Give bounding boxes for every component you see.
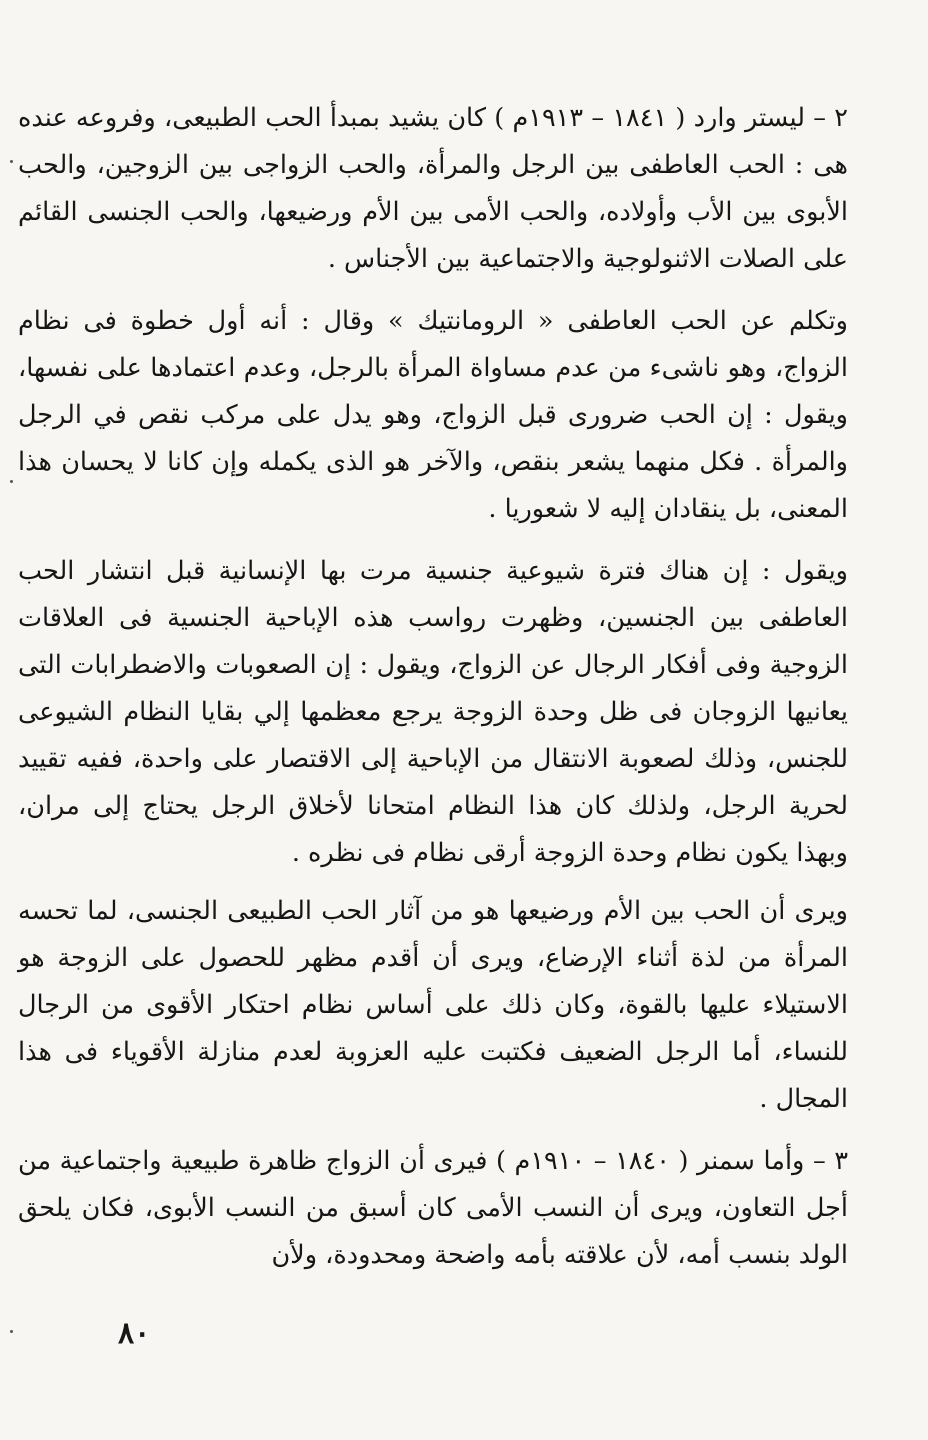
scan-speck bbox=[10, 160, 13, 163]
paragraph-text: وتكلم عن الحب العاطفى « الرومانتيك » وقال : أنه أول خطوة فى نظام الزواج، وهو ناشىء من عدم مساواة المرأة بالرجل، وعدم اعتمادها على نفسها، ويقول : إن الحب ضرورى قبل الزواج، وهو يدل على مركب نقص في الرجل والمرأة . فكل منهما يشعر بنقص، والآخر هو الذى يكمله وإن كانا لا يحسان هذا المعنى، بل ينقادان إليه لا شعوريا . bbox=[18, 306, 848, 524]
paragraph-sumner bbox=[18, 1138, 848, 1279]
paragraph-text: ويقول : إن هناك فترة شيوعية جنسية مرت بها الإنسانية قبل انتشار الحب العاطفى بين الجنسين، وظهرت رواسب هذه الإباحية الجنسية فى العلاقات الزوجية وفى أفكار الرجال عن الزواج، ويقول : إن الصعوبات والاضطرابات التى يعانيها الزوجان فى ظل وحدة الزوجة يرجع معظمها إلي بقايا النظام الشيوعى للجنس، وذلك لصعوبة الانتقال من الإباحية إلى الاقتصار على واحدة، ففيه تقييد لحرية الرجل، ولذلك كان هذا النظام امتحانا لأخلاق الرجل يحتاج إلى مران، وبهذا يكون نظام وحدة الزوجة أرقى نظام فى نظره . bbox=[18, 556, 848, 868]
paragraph-sexual-communism bbox=[18, 548, 848, 877]
paragraph-text: ويرى أن الحب بين الأم ورضيعها هو من آثار الحب الطبيعى الجنسى، لما تحسه المرأة من لذة أثناء الإرضاع، ويرى أن أقدم مظهر للحصول على الزوجة هو الاستيلاء عليها بالقوة، وكان ذلك على أساس نظام احتكار الأقوى من الرجال للنساء، أما الرجل الضعيف فكتبت عليه العزوبة لعدم منازلة الأقوياء فى هذا المجال . bbox=[18, 896, 848, 1114]
paragraph-text: ٢ – ليستر وارد ( ١٨٤١ – ١٩١٣م ) كان يشيد بمبدأ الحب الطبيعى، وفروعه عنده هى : الحب العاطفى بين الرجل والمرأة، والحب الزواجى بين الزوجين، والحب الأبوى بين الأب وأولاده، والحب الأمى بين الأم ورضيعها، والحب الجنسى القائم على الصلات الاثنولوجية والاجتماعية بين الأجناس . bbox=[18, 103, 848, 274]
paragraph-text: ٣ – وأما سمنر ( ١٨٤٠ – ١٩١٠م ) فيرى أن الزواج ظاهرة طبيعية واجتماعية من أجل التعاون، ويرى أن النسب الأمى كان أسبق من النسب الأبوى، فكان يلحق الولد بنسب أمه، لأن علاقته بأمه واضحة ومحدودة، ولأن bbox=[18, 1146, 849, 1270]
page-number: ٨٠ bbox=[118, 1316, 151, 1351]
scan-speck bbox=[10, 1330, 13, 1333]
paragraph-maternal-love bbox=[18, 888, 848, 1123]
paragraph-romantic-love bbox=[18, 298, 848, 533]
scan-speck bbox=[10, 480, 13, 483]
paragraph-lester-ward bbox=[18, 95, 848, 283]
